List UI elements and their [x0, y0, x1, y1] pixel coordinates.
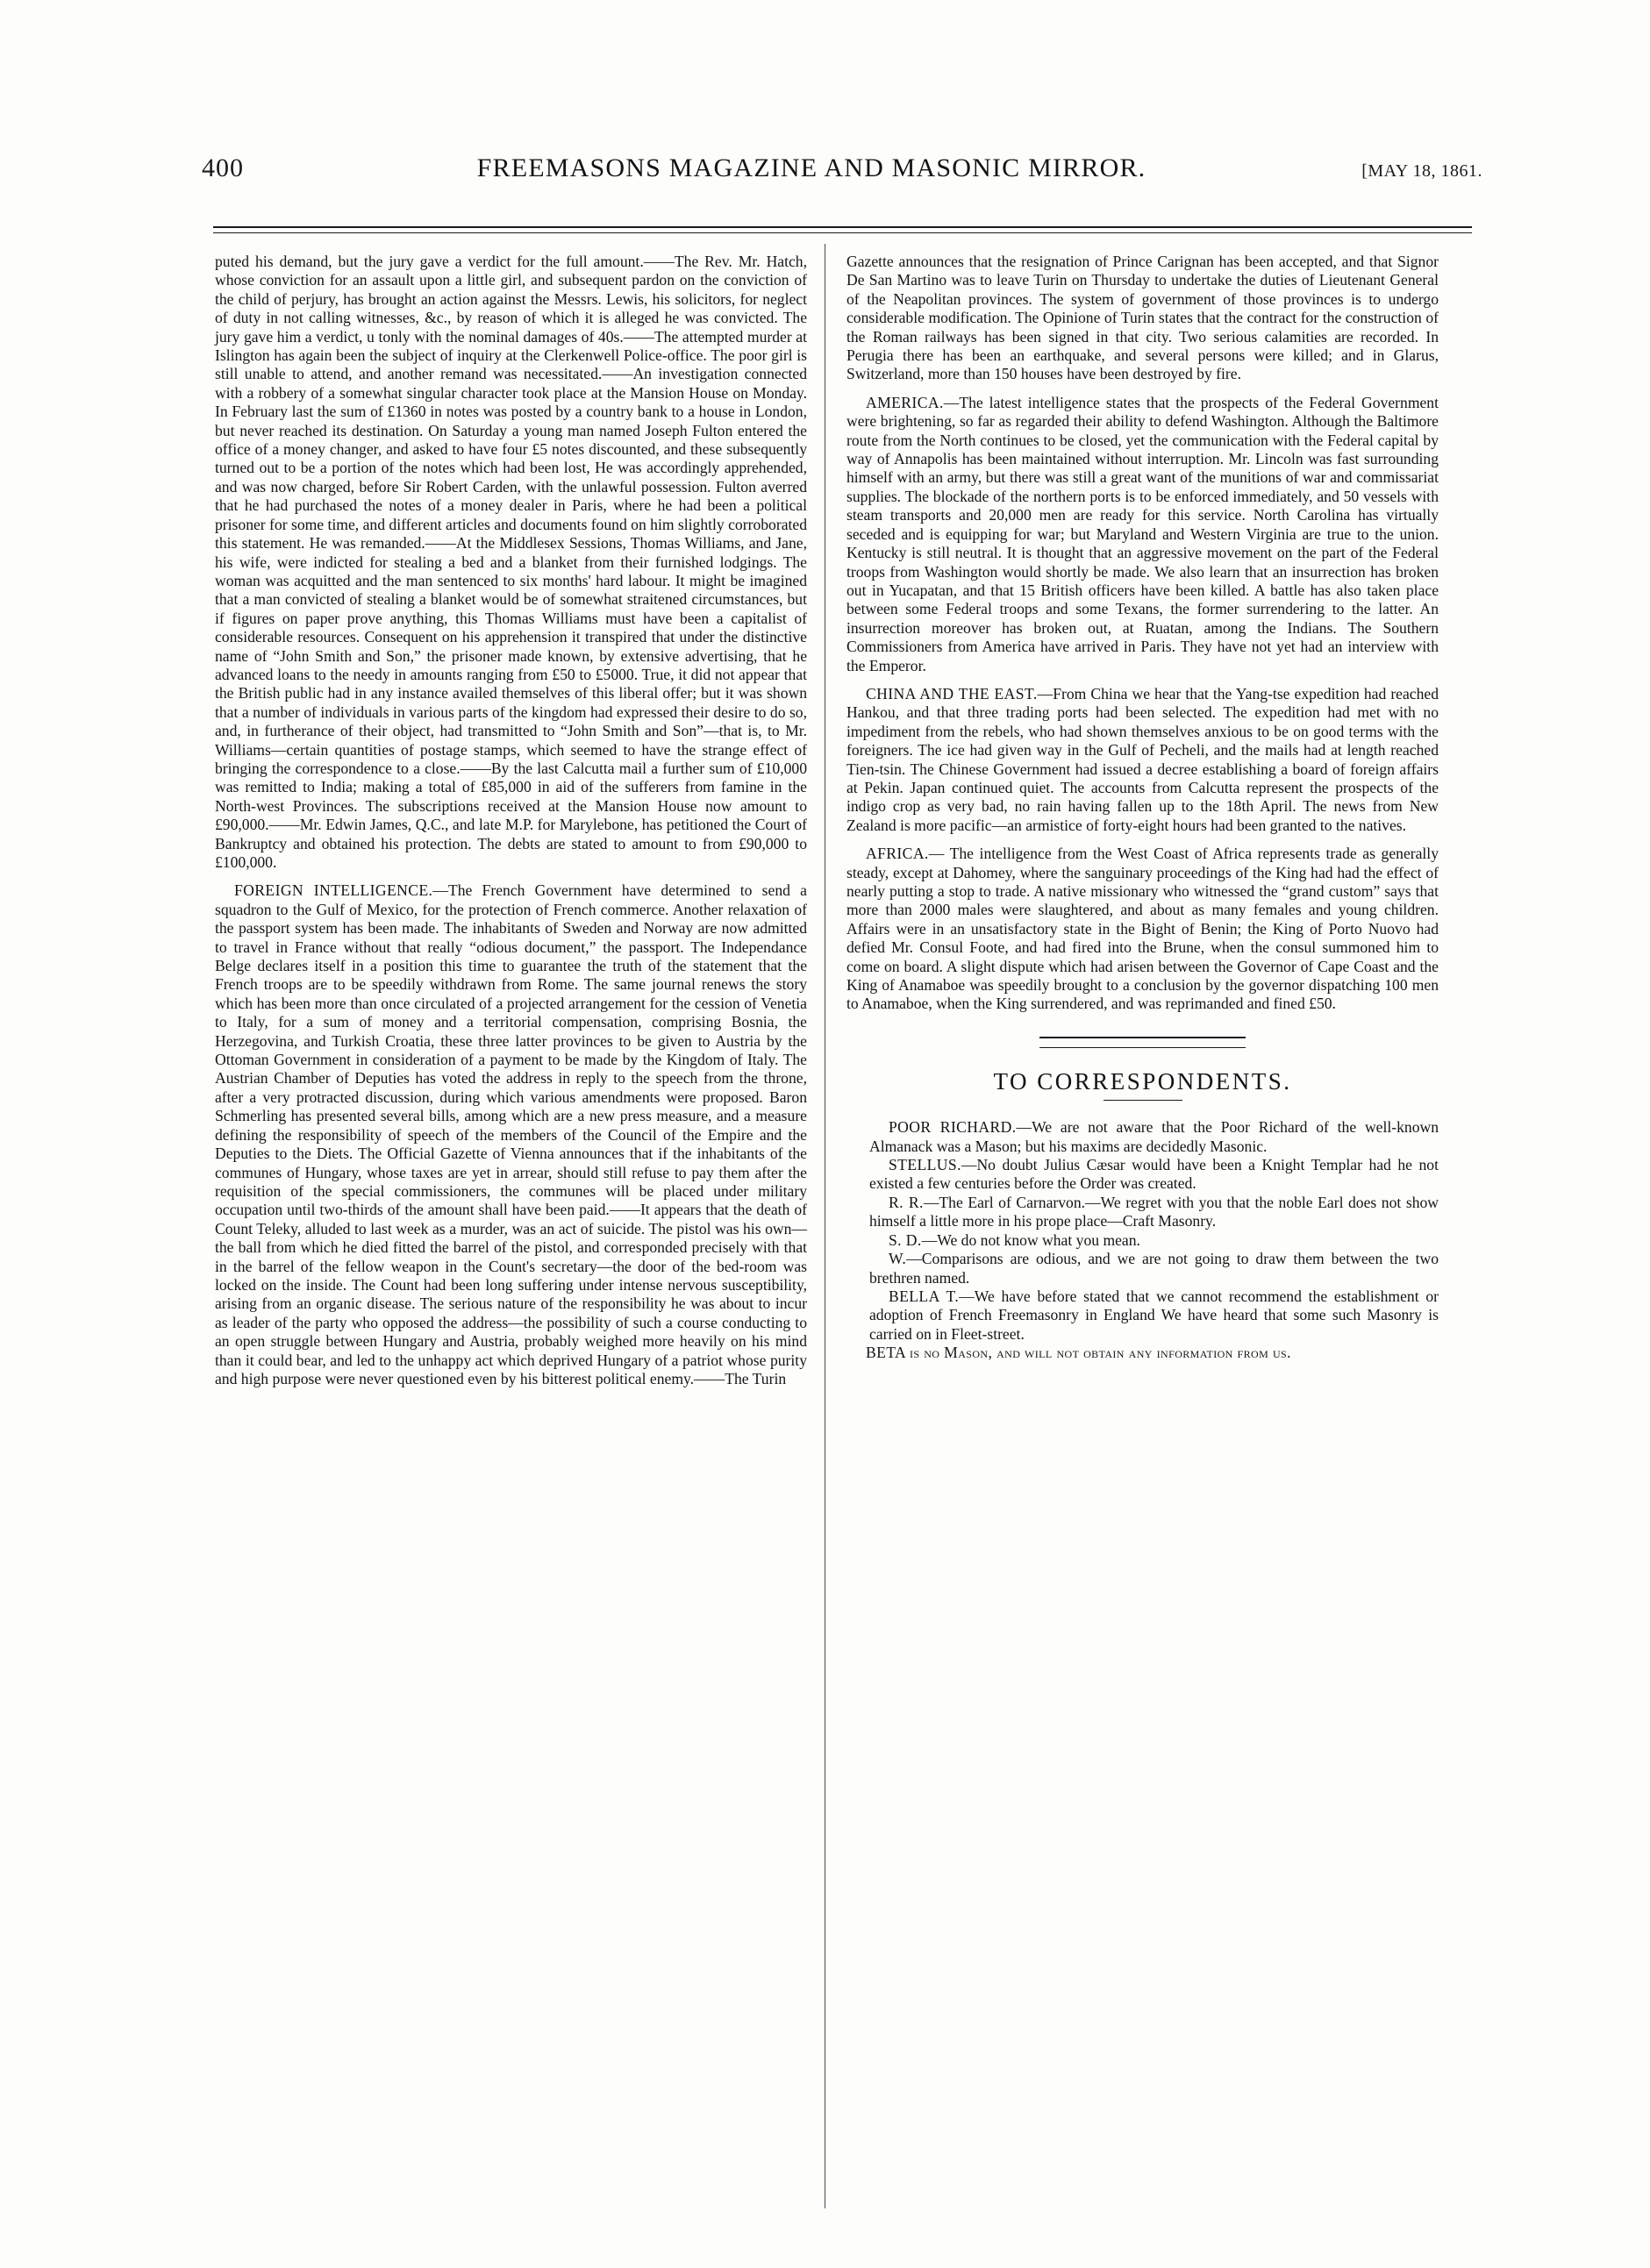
to-correspondents-rule-thin [1039, 1047, 1246, 1048]
correspondent-name: R. R. [889, 1193, 924, 1211]
correspondent-name: BELLA T. [889, 1287, 960, 1305]
correspondent-item [846, 1156, 1439, 1194]
correspondent-item [846, 1194, 1439, 1231]
section-body-america: —The latest intelligence states that the prospects of the Federal Government were brightening, so far as regarded their ability to defend Washington. Although the Baltimore route from the North continues to be closed, yet the communication with the Federal capital by way of Annapolis has been maintained without interruption. Mr. Lincoln was fast surrounding himself with an army, but there was still a great want of the munitions of war and commissariat supplies. The blockade of the northern ports is to be enforced immediately, and 50 vessels with steam transports and 20,000 men are ready for this service. North Carolina has virtually seceded and is equipping for war; but Maryland and Western Virginia are true to the union. Kentucky is still neutral. It is thought that an aggressive movement on the part of the Federal troops from Washington would shortly be made. We also learn that an insurrection has broken out in Yucapatan, and that 15 British officers have been killed. A battle has also taken place between some Federal troops and some Texans, the former surrendering to the latter. An insurrection moreover has broken out, at Ruatan, among the Indians. The Southern Commissioners from America have arrived in Paris. They have not yet had an interview with the Emperor. [846, 393, 1439, 674]
correspondent-reply: —We do not know what you mean. [921, 1230, 1140, 1249]
correspondents-footer [846, 1344, 1439, 1362]
issue-date: [MAY 18, 1861. [1361, 161, 1482, 181]
section-china-and-the-east [846, 685, 1439, 835]
foreign-intelligence-paragraph [215, 881, 807, 1388]
correspondent-reply: —We have before stated that we cannot recommend the establishment or adoption of French Freemasonry in England We have heard that some such Masonry is carried on in Fleet-street. [869, 1287, 1439, 1343]
right-column [846, 253, 1439, 1363]
section-heading-america: AMERICA. [866, 393, 944, 411]
correspondent-name: W. [889, 1250, 907, 1268]
header-rule-thick [213, 226, 1472, 228]
page-number: 400 [202, 153, 244, 182]
correspondent-name: POOR RICHARD. [889, 1118, 1017, 1137]
section-america [846, 394, 1439, 675]
correspondent-reply: —We are not aware that the Poor Richard of the well-known Almanack was a Mason; but his maxims are decidedly Masonic. [869, 1118, 1439, 1155]
correspondent-item [846, 1118, 1439, 1156]
section-heading-africa: AFRICA. [866, 845, 929, 863]
publication-title: FREEMASONS MAGAZINE AND MASONIC MIRROR. [476, 153, 1146, 182]
section-body-china-and-the-east: —From China we hear that the Yang-tse expedition had reached Hankou, and that three trading ports had been selected. The expedition had met with no impediment from the rebels, who had shown themselves anxious to be on good terms with the foreigners. The ice had given way in the Gulf of Pecheli, and the mails had at length reached Tien-tsin. The Chinese Government had issued a decree establishing a board of foreign affairs at Pekin. Japan continued quiet. The accounts from Calcutta represent the prospects of the indigo crop as very bad, no rain having fallen up to the 18th April. The news from New Zealand is more pacific—an armistice of forty-eight hours had been granted to the natives. [846, 684, 1439, 834]
to-correspondents-title: TO CORRESPONDENTS. [993, 1067, 1292, 1095]
paragraph-gap [846, 835, 1439, 845]
correspondent-reply: —Comparisons are odious, and we are not going to draw them between the two brethren named. [869, 1250, 1439, 1287]
to-correspondents-rule-thick [1039, 1037, 1246, 1038]
foreign-intelligence-body: —The French Government have determined to send a squadron to the Gulf of Mexico, for the protection of French commerce. Another relaxation of the passport system has been made. The inhabitants of Sweden and Norway are now admitted to travel in France without that really “odious document,” the passport. The Independance Belge declares itself in a position this time to guarantee the truth of the statement that the French troops are to be speedily withdrawn from Rome. The same journal renews the story which has been more than once circulated of a projected arrangement for the cession of Venetia to Italy, for a sum of money and a territorial compensation, comprising Bosnia, the Herzegovina, and Turkish Croatia, these three latter provinces to be given to Austria by the Ottoman Government in consideration of a payment to be made by the Kingdom of Italy. The Austrian Chamber of Deputies has voted the address in reply to the speech from the throne, after a very protracted discussion, during which various amendments were proposed. Baron Schmerling has presented several bills, among which are a new press measure, and a measure defining the responsibility of speech of the members of the Council of the Empire and the Deputies to the Diets. The Official Gazette of Vienna announces that if the inhabitants of the communes of Hungary, whose taxes are yet in arrear, should still refuse to pay them after the requisition of the special commissioners, the communes will be placed under military occupation until two-thirds of the amount shall have been paid.——It appears that the death of Count Teleky, alluded to last week as a murder, was an act of suicide. The pistol was his own—the ball from which he died fitted the barrel of the pistol, and corresponded precisely with that in the barrel of the fellow weapon in the Count's secretary—the door of the bed-room was locked on the inside. The Count had been long suffering under intense nervous susceptibility, arising from an organic disease. The serious nature of the responsibility he was about to incur as leader of the party who opposed the address—the possibility of such a course conducting to an open struggle between Hungary and Austria, probably weighed more heavily on his mind than it could bear, and led to the unhappy act which deprived Hungary of a patriot whose purity and high purpose were never questioned even by his bitterest political enemy.——The Turin [215, 881, 807, 1387]
paragraph-gap [846, 675, 1439, 685]
to-correspondents-small-rule [1104, 1100, 1182, 1101]
correspondent-reply: —The Earl of Carnarvon.—We regret with you that the noble Earl does not show himself a little more in his prope place—Craft Masonry. [869, 1193, 1439, 1230]
section-body-africa: — The intelligence from the West Coast of Africa represents trade as generally steady, except at Dahomey, where the sanguinary proceedings of the King had had the effect of nearly putting a stop to trade. A native missionary who witnessed the “grand custom” says that more than 2000 males were slaughtered, and about as many females and young children. Affairs were in an unsatisfactory state in the Bight of Benin; the King of Porto Nuovo had defied Mr. Consul Foote, and had fired into the Brune, when the consul summoned him to come on board. A slight dispute which had arisen between the Governor of Cape Coast and the King of Anamaboe was speedily brought to a conclusion by the governor dispatching 100 men to Anamaboe, when the King surrendered, and was reprimanded and fined £50. [846, 845, 1439, 1013]
paragraph-continuation-right: Gazette announces that the resignation of Prince Carignan has been accepted, and that Signor De San Martino was to leave Turin on Thursday to undertake the duties of Lieutenant General of the Neapolitan provinces. The system of government of those provinces is to undergo considerable modification. The Opinione of Turin states that the contract for the construction of the Roman railways has been signed in that city. Two serious calamities are recorded. In Perugia there has been an earthquake, and several persons were killed; and in Glarus, Switzerland, more than 150 houses have been destroyed by fire. [846, 253, 1439, 383]
correspondent-reply: —No doubt Julius Cæsar would have been a Knight Templar had he not existed a few centuries before the Order was created. [869, 1156, 1439, 1193]
section-heading-china-and-the-east: CHINA AND THE EAST. [866, 684, 1038, 703]
correspondent-item [846, 1231, 1439, 1250]
correspondent-name: S. D. [889, 1230, 922, 1249]
section-africa [846, 845, 1439, 1014]
paragraph-gap [846, 384, 1439, 394]
header-rule-thin [213, 232, 1472, 233]
left-column [215, 253, 807, 1388]
correspondent-item [846, 1287, 1439, 1344]
correspondent-item [846, 1250, 1439, 1287]
correspondent-name: STELLUS. [889, 1156, 961, 1174]
paragraph-gap [215, 872, 807, 881]
masthead [202, 153, 1482, 183]
section-heading-foreign-intelligence: FOREIGN INTELLIGENCE. [234, 881, 433, 900]
correspondents-footer-text: BETA is no Mason, and will not obtain any information from us. [866, 1344, 1291, 1362]
paragraph-continuation: puted his demand, but the jury gave a verdict for the full amount.——The Rev. Mr. Hatch, whose conviction for an assault upon a little girl, and subsequent pardon on the conviction of the child of perjury, has brought an action against the Messrs. Lewis, his solicitors, for neglect of duty in not calling witnesses, &c., by reason of which it is alleged he was convicted. The jury gave him a verdict, u tonly with the nominal damages of 40s.——The attempted murder at Islington has again been the subject of inquiry at the Clerkenwell Police-office. The poor girl is still unable to attend, and another remand was necessitated.——An investigation connected with a robbery of a somewhat singular character took place at the Mansion House on Monday. In February last the sum of £1360 in notes was posted by a country bank to a house in London, but never reached its destination. On Saturday a young man named Joseph Fulton entered the office of a money changer, and asked to have four £5 notes discounted, and these subsequently turned out to be a portion of the notes which had been lost, He was accordingly apprehended, and was now charged, before Sir Robert Carden, with the unlawful possession. Fulton averred that he had purchased the notes of a money dealer in Paris, where he had been a political prisoner for some time, and different articles and documents found on him slightly corroborated this statement. He was remanded.——At the Middlesex Sessions, Thomas Williams, and Jane, his wife, were indicted for stealing a bed and a blanket from their furnished lodgings. The woman was acquitted and the man sentenced to six months' hard labour. It might be imagined that a man convicted of stealing a blanket would be of somewhat straitened circumstances, but if figures on paper prove anything, this Thomas Williams must have been a capitalist of considerable resources. Consequent on his apprehension it transpired that under the distinctive name of “John Smith and Son,” the prisoner made known, by extensive advertising, that he advanced loans to the needy in amounts ranging from £50 to £5000. True, it did not appear that the British public had in any instance availed themselves of this liberal offer; but it was shown that a number of individuals in various parts of the kingdom had expressed their desire to do so, and, in furtherance of their object, had transmitted to “John Smith and Son”—that is, to Mr. Williams—certain quantities of postage stamps, which seemed to have the strange effect of bringing the correspondence to a close.——By the last Calcutta mail a further sum of £10,000 was remitted to India; making a total of £85,000 in aid of the sufferers from famine in the North-west Provinces. The subscriptions received at the Mansion House now amount to £90,000.——Mr. Edwin James, Q.C., and late M.P. for Marylebone, has petitioned the Court of Bankruptcy and obtained his protection. The debts are stated to amount to from £90,000 to £100,000. [215, 253, 807, 871]
